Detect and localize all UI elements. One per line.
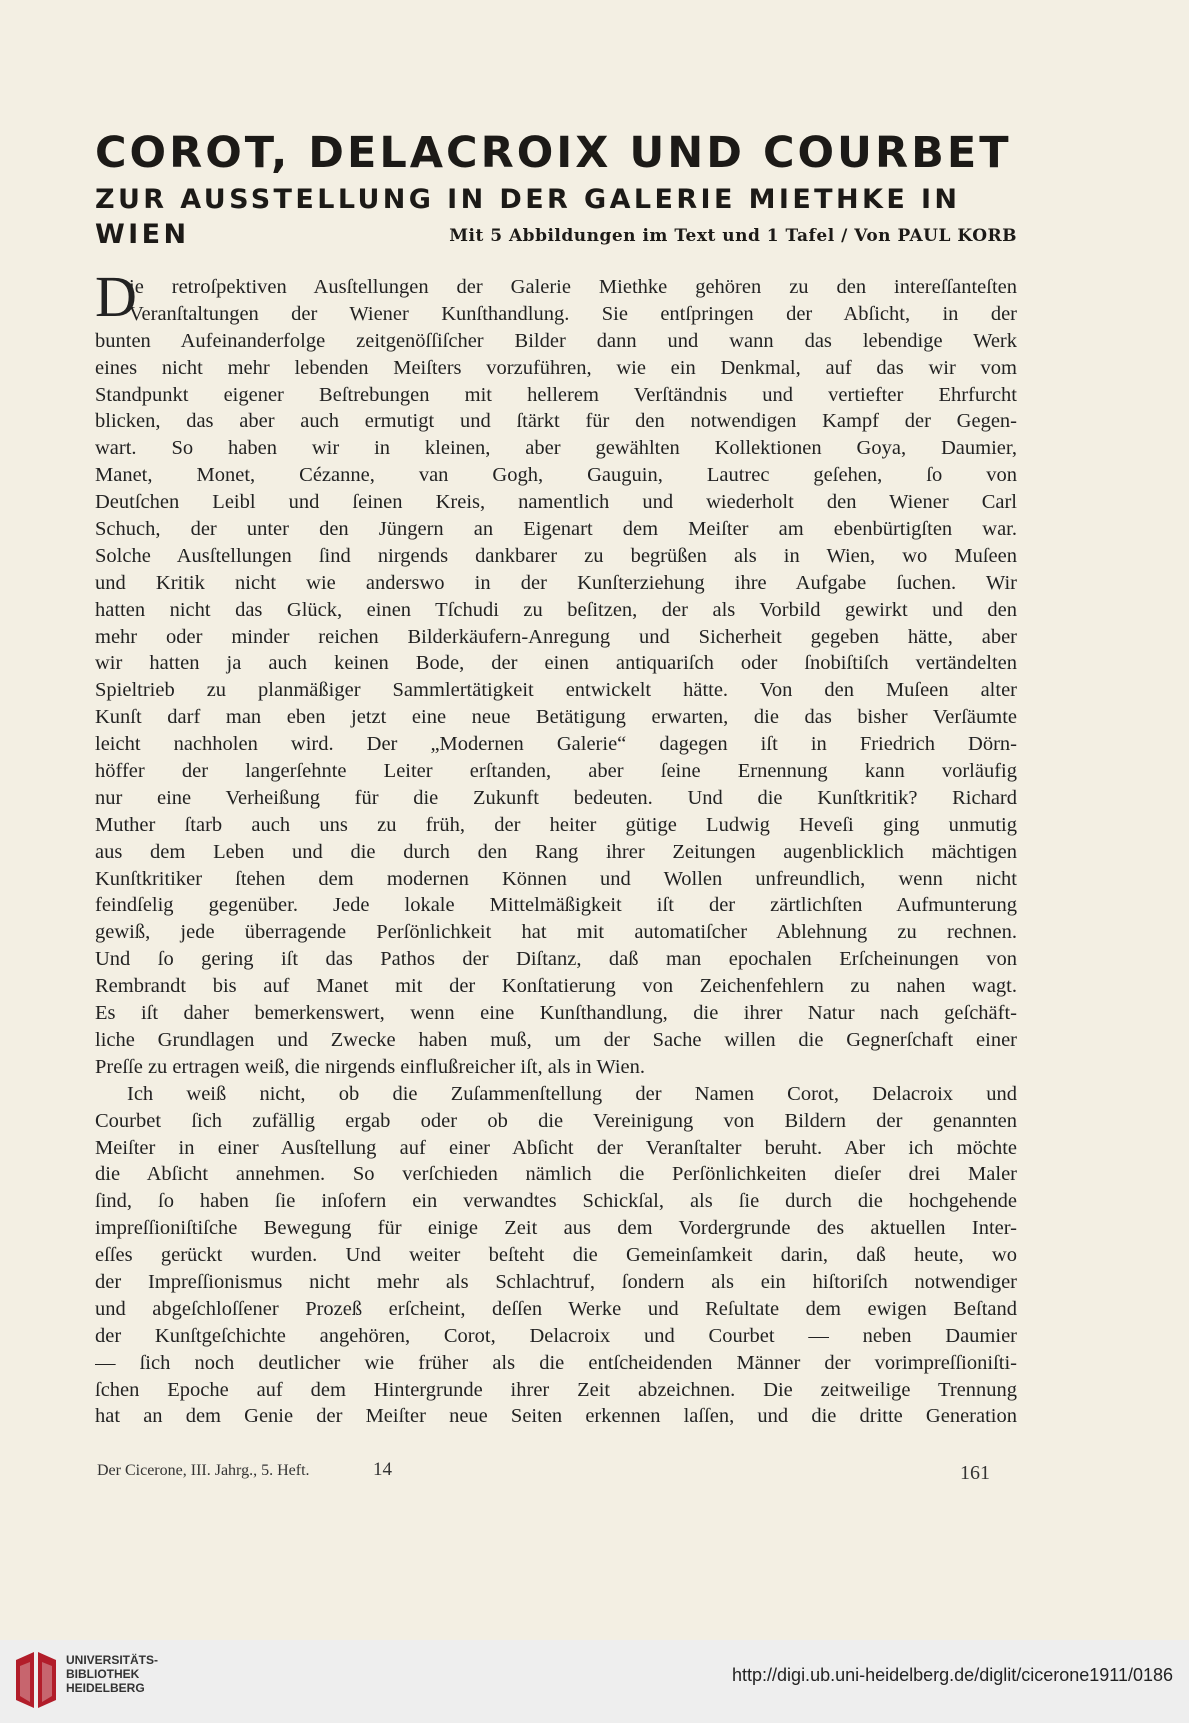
text-line: Kunſtkritiker ſtehen dem modernen Können und Wollen unfreundlich, wenn nicht: [95, 867, 1017, 890]
article-subtitle: ZUR AUSSTELLUNG IN DER GALERIE MIETHKE IN: [95, 184, 961, 215]
text-line: Solche Ausſtellungen ſind nirgends dankbarer zu begrüßen als in Wien, wo Muſeen: [95, 544, 1017, 567]
text-line: Meiſter in einer Ausſtellung auf einer Abſicht der Veranſtalter beruht. Aber ich möchte: [95, 1136, 1017, 1159]
text-line: hat an dem Genie der Meiſter neue Seiten erkennen laſſen, und die dritte Generation: [95, 1405, 1017, 1428]
text-line: blicken, das aber auch ermutigt und ſtärkt für den notwendigen Kampf der Gegen-: [95, 410, 1017, 433]
library-logo-icon: [12, 1650, 60, 1712]
source-url-link[interactable]: http://digi.ub.uni-heidelberg.de/diglit/cicerone1911/0186: [732, 1665, 1173, 1685]
text-line: Muther ſtarb auch uns zu früh, der heiter gütige Ludwig Heveſi ging unmutig: [95, 813, 1017, 836]
text-line: — ſich noch deutlicher wie früher als die entſcheidenden Männer der vorimpreſſioniſti-: [95, 1351, 1017, 1374]
text-line: Veranſtaltungen der Wiener Kunſthandlung. Sie entſpringen der Abſicht, in der: [129, 302, 1017, 325]
text-line: Manet, Monet, Cézanne, van Gogh, Gauguin, Lautrec geſehen, ſo von: [95, 464, 1017, 487]
text-line: wir hatten ja auch keinen Bode, der einen antiquariſch oder ſnobiſtiſch vertändelten: [95, 652, 1017, 675]
text-line: bunten Aufeinanderfolge zeitgenöſſiſcher Bilder dann und wann das lebendige Werk: [95, 329, 1017, 352]
text-line: ie retroſpektiven Ausſtellungen der Galerie Miethke gehören zu den intereſſanteſten: [129, 276, 1017, 298]
text-line: eſſes gerückt wurden. Und weiter beſteht die Gemeinſamkeit darin, daß heute, wo: [95, 1244, 1017, 1267]
text-line: eines nicht mehr lebenden Meiſters vorzuführen, wie ein Denkmal, auf das wir vom: [95, 356, 1017, 379]
article-body: [95, 274, 1017, 1430]
text-line: gewiß, jede überragende Perſönlichkeit hat mit automatiſcher Ablehnung zu rechnen.: [95, 921, 1017, 944]
text-line: höffer der langerſehnte Leiter erſtanden, aber ſeine Ernennung kann vorläufig: [95, 760, 1017, 783]
byline: Mit 5 Abbildungen im Text und 1 Tafel / Von PAUL KORB: [449, 226, 1017, 246]
signature-mark: 14: [373, 1459, 392, 1480]
text-line: Preſſe zu ertragen weiß, die nirgends einflußreicher iſt, als in Wien.: [95, 1055, 646, 1078]
text-line: Deutſchen Leibl und ſeinen Kreis, namentlich und wiederholt den Wiener Carl: [95, 491, 1017, 514]
journal-reference: Der Cicerone, III. Jahrg., 5. Heft.: [97, 1462, 310, 1479]
article-title: COROT, DELACROIX UND COURBET: [95, 128, 1012, 178]
text-line: Courbet ſich zufällig ergab oder ob die Vereinigung von Bildern der genannten: [95, 1109, 1017, 1132]
text-line: impreſſioniſtiſche Bewegung für einige Zeit aus dem Vordergrunde des aktuellen Inter-: [95, 1217, 1017, 1240]
text-line: Rembrandt bis auf Manet mit der Konſtatierung von Zeichenfehlern zu nahen wagt.: [95, 975, 1017, 998]
library-name-line: BIBLIOTHEK: [66, 1667, 140, 1681]
text-line: mehr oder minder reichen Bilderkäufern-Anregung und Sicherheit gegeben hätte, aber: [95, 625, 1017, 648]
text-line: Standpunkt eigener Beſtrebungen mit hellerem Verſtändnis und vertiefter Ehrfurcht: [95, 383, 1017, 406]
text-line: feindſelig gegenüber. Jede lokale Mittelmäßigkeit iſt der zärtlichſten Aufmunterung: [95, 894, 1017, 917]
text-line: der Kunſtgeſchichte angehören, Corot, Delacroix und Courbet — neben Daumier: [95, 1324, 1017, 1347]
text-line: Ich weiß nicht, ob die Zuſammenſtellung der Namen Corot, Delacroix und: [127, 1082, 1017, 1105]
text-line: Kunſt darf man eben jetzt eine neue Betätigung erwarten, die das bisher Verſäumte: [95, 706, 1017, 729]
text-line: Spieltrieb zu planmäßiger Sammlertätigkeit entwickelt hätte. Von den Muſeen alter: [95, 679, 1017, 702]
page-number: 161: [960, 1462, 990, 1484]
library-name-line: HEIDELBERG: [66, 1681, 145, 1695]
text-line: ſchen Epoche auf dem Hintergrunde ihrer Zeit abzeichnen. Die zeitweilige Trennung: [95, 1378, 1017, 1401]
text-line: und abgeſchloſſener Prozeß erſcheint, deſſen Werke und Reſultate dem ewigen Beſtand: [95, 1297, 1017, 1320]
library-name: [66, 1653, 158, 1695]
text-line: Schuch, der unter den Jüngern an Eigenart dem Meiſter am ebenbürtigſten war.: [95, 518, 1017, 541]
text-line: und Kritik nicht wie anderswo in der Kunſterziehung ihre Aufgabe ſuchen. Wir: [95, 571, 1017, 594]
text-line: die Abſicht annehmen. So verſchieden nämlich die Perſönlichkeiten dieſer drei Maler: [95, 1163, 1017, 1186]
drop-cap: D: [95, 264, 137, 329]
text-line: aus dem Leben und die durch den Rang ihrer Zeitungen augenblicklich mächtigen: [95, 840, 1017, 863]
text-line: Es iſt daher bemerkenswert, wenn eine Kunſthandlung, die ihrer Natur nach geſchäft-: [95, 1002, 1017, 1025]
text-line: ſind, ſo haben ſie inſofern ein verwandtes Schickſal, als ſie durch die hochgehende: [95, 1190, 1017, 1213]
text-line: leicht nachholen wird. Der „Modernen Galerie“ dagegen iſt in Friedrich Dörn-: [95, 733, 1017, 756]
text-line: der Impreſſionismus nicht mehr als Schlachtruf, ſondern als ein hiſtoriſch notwendiger: [95, 1270, 1017, 1293]
text-line: Und ſo gering iſt das Pathos der Diſtanz, daß man epochalen Erſcheinungen von: [95, 948, 1017, 971]
text-line: liche Grundlagen und Zwecke haben muß, um der Sache willen die Gegnerſchaft einer: [95, 1028, 1017, 1051]
library-name-line: UNIVERSITÄTS-: [66, 1653, 159, 1667]
text-line: nur eine Verheißung für die Zukunft bedeuten. Und die Kunſtkritik? Richard: [95, 786, 1017, 809]
article-subtitle-continuation: WIEN: [95, 219, 190, 250]
text-line: wart. So haben wir in kleinen, aber gewählten Kollektionen Goya, Daumier,: [95, 437, 1017, 460]
text-line: hatten nicht das Glück, einen Tſchudi zu beſitzen, der als Vorbild gewirkt und den: [95, 598, 1017, 621]
